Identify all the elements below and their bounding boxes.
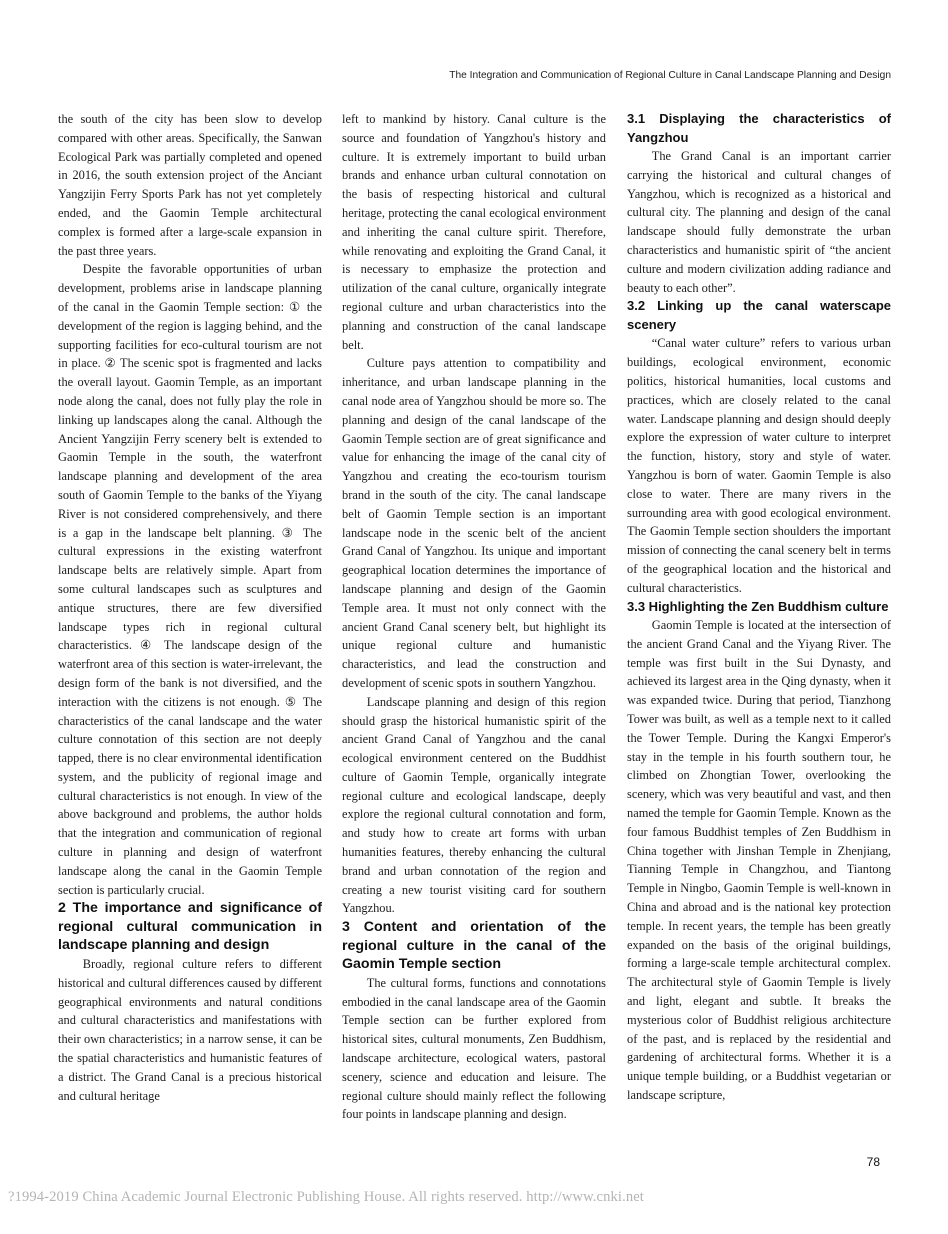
copyright-footer: ?1994-2019 China Academic Journal Electronic Publishing House. All rights reserved. http://www.cnki.net: [8, 1189, 644, 1205]
paragraph: the south of the city has been slow to develop compared with other areas. Specifically, the Sanwan Ecological Park was partially completed and opened in 2016, the south extension project of the Anciant Yangzijin Ferry Sports Park has not yet completely ended, and the Gaomin Temple architectural complex is formed after a large-scale expansion in the past three years.: [58, 112, 322, 258]
page-number: 78: [866, 1155, 880, 1169]
paragraph: Broadly, regional culture refers to different historical and cultural differences caused by different geographical environments and natural conditions and cultural characteristics and manifestations with their own characteristics; in a narrow sense, it can be the spatial characteristics and humanistic features of a district. The Grand Canal is a precious historical and cultural heritage: [58, 956, 322, 1103]
column-left: [58, 110, 322, 1105]
paragraph: Gaomin Temple is located at the intersection of the ancient Grand Canal and the Yiyang River. The temple was first built in the Sui Dynasty, and achieved its largest area in the Qing dynasty, when it was expanded twice. During that period, Tianzhong Tower was built, as well as a temple next to it called the Tower Temple. During the Kangxi Emperor's stay in the temple in his fourth southern tour, he climbed on Zhongtian Tower, overlooking the scenery, which was very beautiful and vast, and then named the temple for Gaomin Temple. Known as the four famous Buddhist temples of Zen Buddhism in China together with Jinshan Temple in Zhenjiang, Tianning Temple in Changzhou, and Tiantong Temple in Ningbo, Gaomin Temple is well-known in China and abroad and is the national key protection temple. In recent years, the temple has been greatly expanded on the basis of the original buildings, forming a large-scale temple architectural complex. The architectural style of Gaomin Temple is lively and light, elegant and subtle. It breaks the mysterious color of Buddhist religious architecture of the past, and is replaced by the residential and gardening of architectural forms. Whether it is a unique temple building, or a Buddhist vegetarian or landscape scripture,: [627, 618, 891, 1102]
column-right: [627, 110, 891, 1105]
paragraph: left to mankind by history. Canal culture is the source and foundation of Yangzhou's history and culture. It is extremely important to build urban brands and enhance urban cultural connotation on the basis of respecting historical and cultural heritage, protecting the canal ecological environment and inheriting the canal culture spirit. Therefore, while renovating and exploiting the Grand Canal, it is necessary to emphasize the protection and utilization of the canal culture, organically integrate regional culture and urban characteristics into the planning and construction of the canal landscape belt.: [342, 112, 606, 352]
subsection-3-2-heading: 3.2 Linking up the canal waterscape scenery: [627, 298, 891, 332]
paragraph: “Canal water culture” refers to various urban buildings, ecological environment, economic politics, historical humanities, local customs and practices, which are closely related to the canal water. Landscape planning and design should deeply explore the expression of water culture to interpret the function, history, story and style of water. Yangzhou is born of water. Gaomin Temple is also close to water. There are many rivers in the surrounding area with good ecological environment. The Gaomin Temple section shoulders the important mission of connecting the canal scenery belt in terms of the geographical location and the historical and cultural characteristics.: [627, 336, 891, 595]
paragraph: Despite the favorable opportunities of urban development, problems arise in landscape planning of the canal in the Gaomin Temple section: ① the development of the region is lagging behind, and the supporting facilities for eco-cultural tourism are not in place. ② The scenic spot is fragmented and lacks the overall layout. Gaomin Temple, as an important node along the canal, does not fully play the role in linking up landscapes along the canal. Although the Ancient Yangzijin Ferry scenery belt is extended to Gaomin Temple in the south, the waterfront landscape planning and development of the area south of Gaomin Temple to the banks of the Yiyang River is not considered comprehensively, and there is a gap in the landscape belt planning. ③ The cultural expressions in the existing waterfront landscape belts are relatively simple. Apart from some cultural landscapes such as sculptures and antique structures, there are few diversified landscape types rich in regional cultural characteristics. ④ The landscape design of the waterfront area of this section is water-irrelevant, the design form of the bank is not diversified, and the interaction with the citizens is not enough. ⑤ The characteristics of the canal landscape and the water culture connotation of this section are not deeply tapped, there is no clear environmental identification system, and the publicity of regional image and cultural characteristics is not enough. In view of the above background and problems, the author holds that the integration and communication of regional culture in planning and design of waterfront landscape along the canal in the Gaomin Temple section is particularly crucial.: [58, 262, 322, 897]
paragraph: Culture pays attention to compatibility and inheritance, and urban landscape planning in the canal node area of Yangzhou should be more so. The planning and design of the canal landscape of the Gaomin Temple section are of great significance and value for enhancing the image of the canal city of Yangzhou and creating the eco-tourism tourism brand in the south of the city. The canal landscape belt of Gaomin Temple section is an important landscape node in the scenic belt of the ancient Grand Canal of Yangzhou. Its unique and important geographical location determines the importance of landscape planning and design of the Gaomin Temple area. It must not only connect with the ancient Grand Canal scenery belt, but highlight its unique regional culture and humanistic characteristics, and lead the construction and development of scenic spots in southern Yangzhou.: [342, 356, 606, 690]
subsection-3-3-heading: 3.3 Highlighting the Zen Buddhism culture: [627, 598, 889, 614]
section-3-heading: 3 Content and orientation of the regional culture in the canal of the Gaomin Temple section: [342, 919, 606, 973]
running-header: The Integration and Communication of Regional Culture in Canal Landscape Planning and Design: [449, 70, 891, 81]
paragraph: The Grand Canal is an important carrier carrying the historical and cultural changes of Yangzhou, which is recognized as a historical and cultural city. The planning and design of the canal landscape should fully demonstrate the urban characteristics and humanistic spirit of “the ancient culture and modern civilization adding radiance and beauty to each other”.: [627, 149, 891, 295]
paragraph: The cultural forms, functions and connotations embodied in the canal landscape area of the Gaomin Temple section can be further explored from historical sites, cultural monuments, Zen Buddhism, landscape architecture, ecological waters, pastoral scenery, science and education and leisure. The regional culture should mainly reflect the following four points in landscape planning and design.: [342, 975, 606, 1122]
subsection-3-1-heading: 3.1 Displaying the characteristics of Yangzhou: [627, 111, 891, 145]
column-middle: [342, 110, 606, 1124]
section-2-heading: 2 The importance and significance of regional cultural communication in landscape planning and design: [58, 900, 322, 954]
paragraph: Landscape planning and design of this region should grasp the historical humanistic spirit of the ancient Grand Canal of Yangzhou and the canal ecological environment centered on the Buddhist culture of Gaomin Temple, organically integrate regional culture and ecological landscape, deeply explore the regional cultural connotation and form, and study how to create art forms with urban humanities features, thereby enhancing the cultural brand and urban connotation of the region and creating a new tourist visiting card for southern Yangzhou.: [342, 694, 606, 916]
